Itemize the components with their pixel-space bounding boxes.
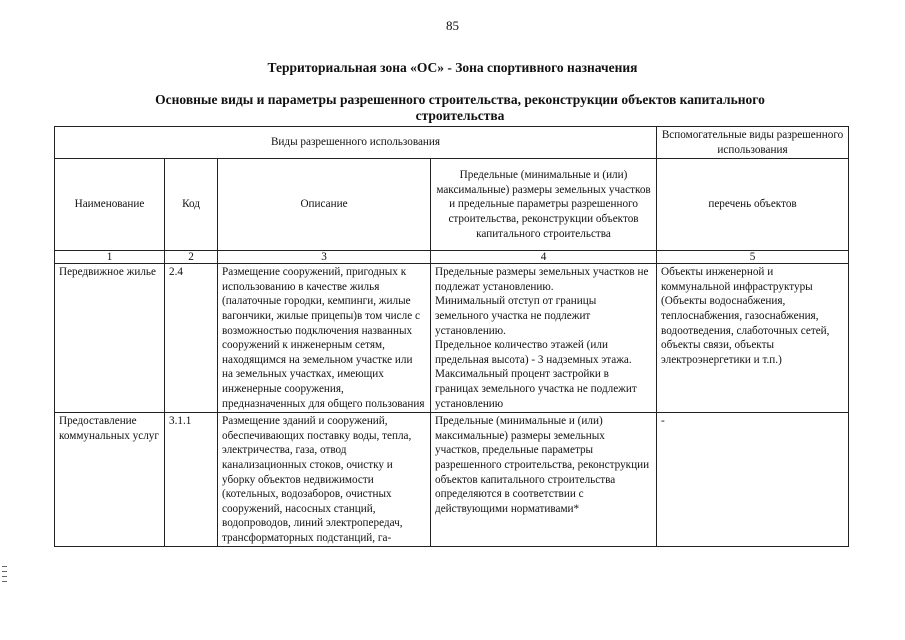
column-number: 4 xyxy=(431,251,657,264)
column-number: 5 xyxy=(657,251,849,264)
param-line: Минимальный отступ от границы земельного участка не подлежит установлению. xyxy=(435,295,597,337)
margin-mark xyxy=(2,566,7,586)
section-subtitle: Основные виды и параметры разрешенного строительства, реконструкции объектов капитального строительства xyxy=(155,92,765,123)
table-row xyxy=(55,264,849,413)
land-use-table xyxy=(54,126,849,547)
header-aux-uses: Вспомогательные виды разрешенного использования xyxy=(657,127,849,159)
row-code: 3.1.1 xyxy=(165,413,218,547)
row-params xyxy=(431,264,657,413)
header-group-row xyxy=(55,127,849,159)
table-row xyxy=(55,413,849,547)
header-params: Предельные (минимальные и (или) максимальные) размеры земельных участков и предельные параметры разрешенного строительства, реконструкции объектов капитального строительства xyxy=(431,159,657,251)
param-line: Максимальный процент застройки в границах земельного участка не подлежит установлению xyxy=(435,368,637,410)
header-name: Наименование xyxy=(55,159,165,251)
header-description: Описание xyxy=(218,159,431,251)
row-code: 2.4 xyxy=(165,264,218,413)
column-number: 1 xyxy=(55,251,165,264)
row-name: Предоставление коммунальных услуг xyxy=(55,413,165,547)
zone-title: Территориальная зона «ОС» - Зона спортивного назначения xyxy=(267,60,638,75)
row-description: Размещение сооружений, пригодных к использованию в качестве жилья (палаточные городки, кемпинги, жилые вагончики, жилые прицепы)в том числе с возможностью подключения названных сооружений к инженерным сетям, находящимся на земельном участке или на земельных участках, имеющих инженерные сооружения, предназначенных для общего пользования xyxy=(218,264,431,413)
header-objects: перечень объектов xyxy=(657,159,849,251)
header-main-uses: Виды разрешенного использования xyxy=(55,127,657,159)
column-number: 3 xyxy=(218,251,431,264)
param-line: Предельные размеры земельных участков не подлежат установлению. xyxy=(435,266,649,293)
column-number-row xyxy=(55,251,849,264)
param-line: Предельное количество этажей (или предельная высота) - 3 надземных этажа. xyxy=(435,339,632,366)
row-description: Размещение зданий и сооружений, обеспечивающих поставку воды, тепла, электричества, газа, отвод канализационных стоков, очистку и уборку объектов недвижимости (котельных, водозаборов, очистных сооружений, насосных станций, водопроводов, линий электропередач, трансформаторных подстанций, га- xyxy=(218,413,431,547)
row-name: Передвижное жилье xyxy=(55,264,165,413)
page-number: 85 xyxy=(446,18,459,33)
header-code: Код xyxy=(165,159,218,251)
header-columns-row xyxy=(55,159,849,251)
row-objects: - xyxy=(657,413,849,547)
row-params xyxy=(431,413,657,547)
column-number: 2 xyxy=(165,251,218,264)
row-objects: Объекты инженерной и коммунальной инфраструктуры (Объекты водоснабжения, теплоснабжения, газоснабжения, водоотведения, слаботочных сетей, объекты связи, объекты электроэнергетики и т.п.) xyxy=(657,264,849,413)
param-line: Предельные (минимальные и (или) максимальные) размеры земельных участков, предельные параметры разрешенного строительства, реконструкции объектов капитального строительства определяются в соответствии с действующими нормативами* xyxy=(435,415,650,515)
